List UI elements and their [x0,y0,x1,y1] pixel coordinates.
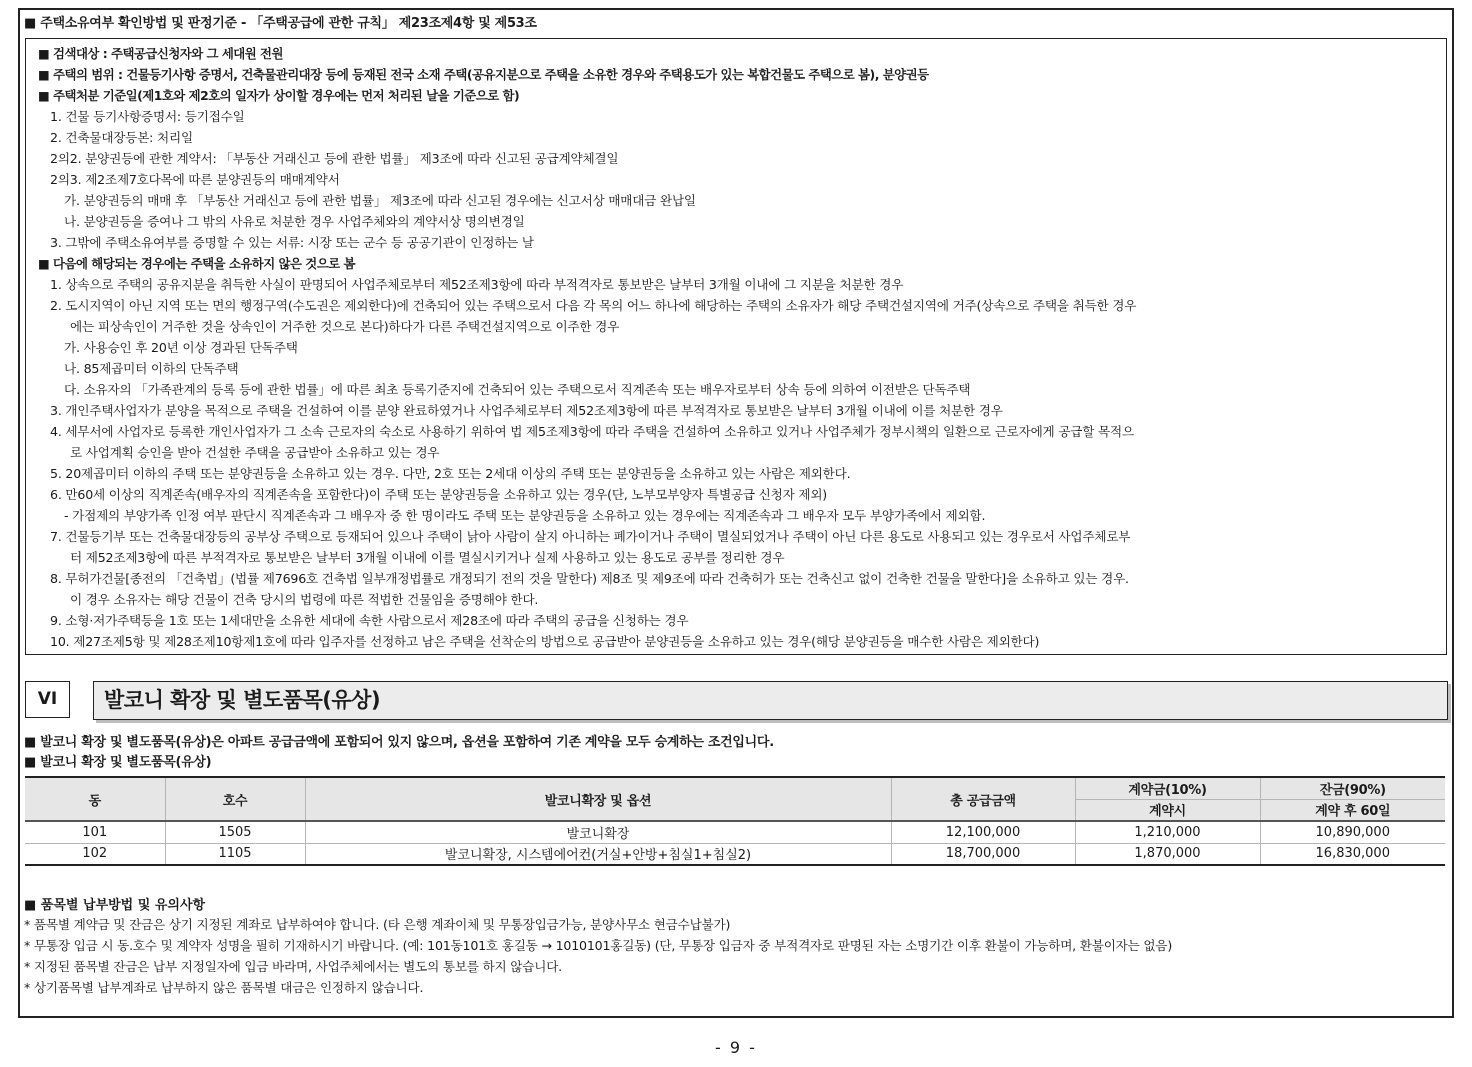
header-deposit: 계약금(10%) [1075,777,1260,799]
criteria-item: 9. 소형·저가주택등을 1호 또는 1세대만을 소유한 세대에 속한 사람으로서 제28조에 따라 주택의 공급을 신청하는 경우 [50,613,689,628]
criteria-item: 이 경우 소유자는 해당 건물이 건축 당시의 법령에 따른 적법한 건물임을 증명해야 한다. [70,592,539,607]
criteria-item: 8. 무허가건물[종전의 「건축법」(법률 제7696호 건축법 일부개정법률로 개정되기 전의 것을 말한다) 제8조 및 제9조에 따라 건축허가 또는 건축신고 없이 건축한 건물을 말한다]을 소유하고 있는 경우. [50,571,1129,586]
cell-deposit: 1,870,000 [1075,843,1260,865]
payment-note: * 지정된 품목별 잔금은 납부 지정일자에 입금 바라며, 사업주체에서는 별도의 통보를 하지 않습니다. [24,959,562,974]
cell-ho: 1505 [165,821,305,843]
criteria-item: 나. 분양권등을 증여나 그 밖의 사유로 처분한 경우 사업주체와의 계약서상 명의변경일 [64,214,525,229]
criteria-item: 10. 제27조제5항 및 제28조제10항제1호에 따라 입주자를 선정하고 남은 주택을 선착순의 방법으로 공급받아 분양권등을 소유하고 있는 경우(해당 분양권등을 매수한 사람은 제외한다) [50,634,1040,649]
payment-notes [24,914,1172,998]
criteria-item: 에는 피상속인이 거주한 것을 상속인이 거주한 것으로 본다)하다가 다른 주택건설지역으로 이주한 경우 [70,319,620,334]
criteria-item: 가. 분양권등의 매매 후 「부동산 거래신고 등에 관한 법률」 제3조에 따라 신고된 경우에는 신고서상 매매대금 완납일 [64,193,696,208]
criteria-item: 2의3. 제2조제7호다목에 따른 분양권등의 매매계약서 [50,172,340,187]
criteria-item: 다. 소유자의 「가족관계의 등록 등에 관한 법률」에 따른 최초 등록기준지에 건축되어 있는 주택으로서 직계존속 또는 배우자로부터 상속 등에 의하여 이전받은 단독주택 [64,382,971,397]
cell-total: 18,700,000 [891,843,1075,865]
criteria-item: 5. 20제곱미터 이하의 주택 또는 분양권등을 소유하고 있는 경우. 다만, 2호 또는 2세대 이상의 주택 또는 분양권등을 소유하고 있는 사람은 제외한다. [50,466,851,481]
ownership-criteria-box [25,38,1447,655]
criteria-item: 1. 건물 등기사항증명서: 등기접수일 [50,109,245,124]
payment-note: * 상기품목별 납부계좌로 납부하지 않은 품목별 대금은 인정하지 않습니다. [24,980,424,995]
criteria-item: 6. 만60세 이상의 직계존속(배우자의 직계존속을 포함한다)이 주택 또는 분양권등을 소유하고 있는 경우(단, 노부모부양자 특별공급 신청자 제외) [50,487,828,502]
cell-ho: 1105 [165,843,305,865]
section-number: VI [25,681,70,718]
balcony-notice: ■ 발코니 확장 및 별도품목(유상)은 아파트 공급금액에 포함되어 있지 않으며, 옵션을 포함하여 기존 계약을 모두 승계하는 조건입니다. [24,735,774,750]
header-option: 발코니확장 및 옵션 [305,777,891,821]
criteria-item: 4. 세무서에 사업자로 등록한 개인사업자가 그 소속 근로자의 숙소로 사용하기 위하여 법 제5조제3항에 따라 주택을 건설하여 소유하고 있거나 사업주체가 정부시책의 일환으로 근로자에게 공급할 목적으 [50,424,1134,439]
criteria-item: 3. 그밖에 주택소유여부를 증명할 수 있는 서류: 시장 또는 군수 등 공공기관이 인정하는 날 [50,235,534,250]
criteria-heading: ■ 주택처분 기준일(제1호와 제2호의 일자가 상이할 경우에는 먼저 처리된 날을 기준으로 함) [38,88,520,103]
criteria-item: 7. 건물등기부 또는 건축물대장등의 공부상 주택으로 등재되어 있으나 주택이 낡아 사람이 살지 아니하는 폐가이거나 주택이 멸실되었거나 주택이 아닌 다른 용도로 사용되고 있는 경우로서 사업주체로부 [50,529,1131,544]
cell-deposit: 1,210,000 [1075,821,1260,843]
cell-total: 12,100,000 [891,821,1075,843]
header-balance: 잔금(90%) [1260,777,1445,799]
cell-option: 발코니확장, 시스템에어컨(거실+안방+침실1+침실2) [305,843,891,865]
header-deposit-sub: 계약시 [1075,799,1260,821]
payment-title: ■ 품목별 납부방법 및 유의사항 [24,898,206,913]
criteria-item: 가. 사용승인 후 20년 이상 경과된 단독주택 [64,340,298,355]
criteria-heading: ■ 주택의 범위 : 건물등기사항 증명서, 건축물관리대장 등에 등재된 전국 소재 주택(공유지분으로 주택을 소유한 경우와 주택용도가 있는 복합건물도 주택으로 봄), 분양권등 [38,67,929,82]
criteria-item: - 가점제의 부양가족 인정 여부 판단시 직계존속과 그 배우자 중 한 명이라도 주택 또는 분양권등을 소유하고 있는 경우에는 직계존속과 그 배우자 모두 부양가족에서 제외함. [64,508,986,523]
balcony-subheading: ■ 발코니 확장 및 별도품목(유상) [24,755,212,770]
header-dong: 동 [25,777,165,821]
criteria-item: 1. 상속으로 주택의 공유지분을 취득한 사실이 판명되어 사업주체로부터 제52조제3항에 따라 부적격자로 통보받은 날부터 3개월 이내에 그 지분을 처분한 경우 [50,277,904,292]
page-frame [18,8,1454,1018]
criteria-item: 나. 85제곱미터 이하의 단독주택 [64,361,239,376]
page-number: - 9 - [715,1038,757,1057]
cell-dong: 102 [25,843,165,865]
payment-note: * 무통장 입금 시 동.호수 및 계약자 성명을 필히 기재하시기 바랍니다. (예: 101동101호 홍길동 → 1010101홍길동) (단, 무통장 입금자 중 부적격자로 판명된 자는 소명기간 이후 환불이 가능하며, 환불이자는 없음) [24,938,1173,953]
section-title-balcony: 발코니 확장 및 별도품목(유상) [93,681,1448,720]
cell-option: 발코니확장 [305,821,891,843]
criteria-item: 터 제52조제3항에 따른 부적격자로 통보받은 날부터 3개월 이내에 이를 멸실시키거나 실제 사용하고 있는 용도로 공부를 정리한 경우 [70,550,785,565]
criteria-item: 2. 건축물대장등본: 처리일 [50,130,193,145]
header-total: 총 공급금액 [891,777,1075,821]
table-row [25,821,1445,843]
table-row [25,843,1445,865]
criteria-item: 2의2. 분양권등에 관한 계약서: 「부동산 거래신고 등에 관한 법률」 제3조에 따라 신고된 공급계약체결일 [50,151,619,166]
section-title-house-ownership: ■ 주택소유여부 확인방법 및 판정기준 - 「주택공급에 관한 규칙」 제23조제4항 및 제53조 [24,16,537,31]
cell-dong: 101 [25,821,165,843]
criteria-item: 로 사업계획 승인을 받아 건설한 주택을 공급받아 소유하고 있는 경우 [70,445,440,460]
header-balance-sub: 계약 후 60일 [1260,799,1445,821]
cell-balance: 16,830,000 [1260,843,1445,865]
cell-balance: 10,890,000 [1260,821,1445,843]
payment-note: * 품목별 계약금 및 잔금은 상기 지정된 계좌로 납부하여야 합니다. (타 은행 계좌이체 및 무통장입금가능, 분양사무소 현금수납불가) [24,917,731,932]
balcony-option-table [25,776,1445,866]
criteria-heading: ■ 검색대상 : 주택공급신청자와 그 세대원 전원 [38,46,283,61]
header-ho: 호수 [165,777,305,821]
criteria-heading: ■ 다음에 해당되는 경우에는 주택을 소유하지 않은 것으로 봄 [38,256,355,271]
criteria-item: 3. 개인주택사업자가 분양을 목적으로 주택을 건설하여 이를 분양 완료하였거나 사업주체로부터 제52조제3항에 따른 부적격자로 통보받은 날부터 3개월 이내에 이를 처분한 경우 [50,403,1003,418]
criteria-item: 2. 도시지역이 아닌 지역 또는 면의 행정구역(수도권은 제외한다)에 건축되어 있는 주택으로서 다음 각 목의 어느 하나에 해당하는 주택의 소유자가 해당 주택건설지역에 거주(상속으로 주택을 취득한 경우 [50,298,1137,313]
